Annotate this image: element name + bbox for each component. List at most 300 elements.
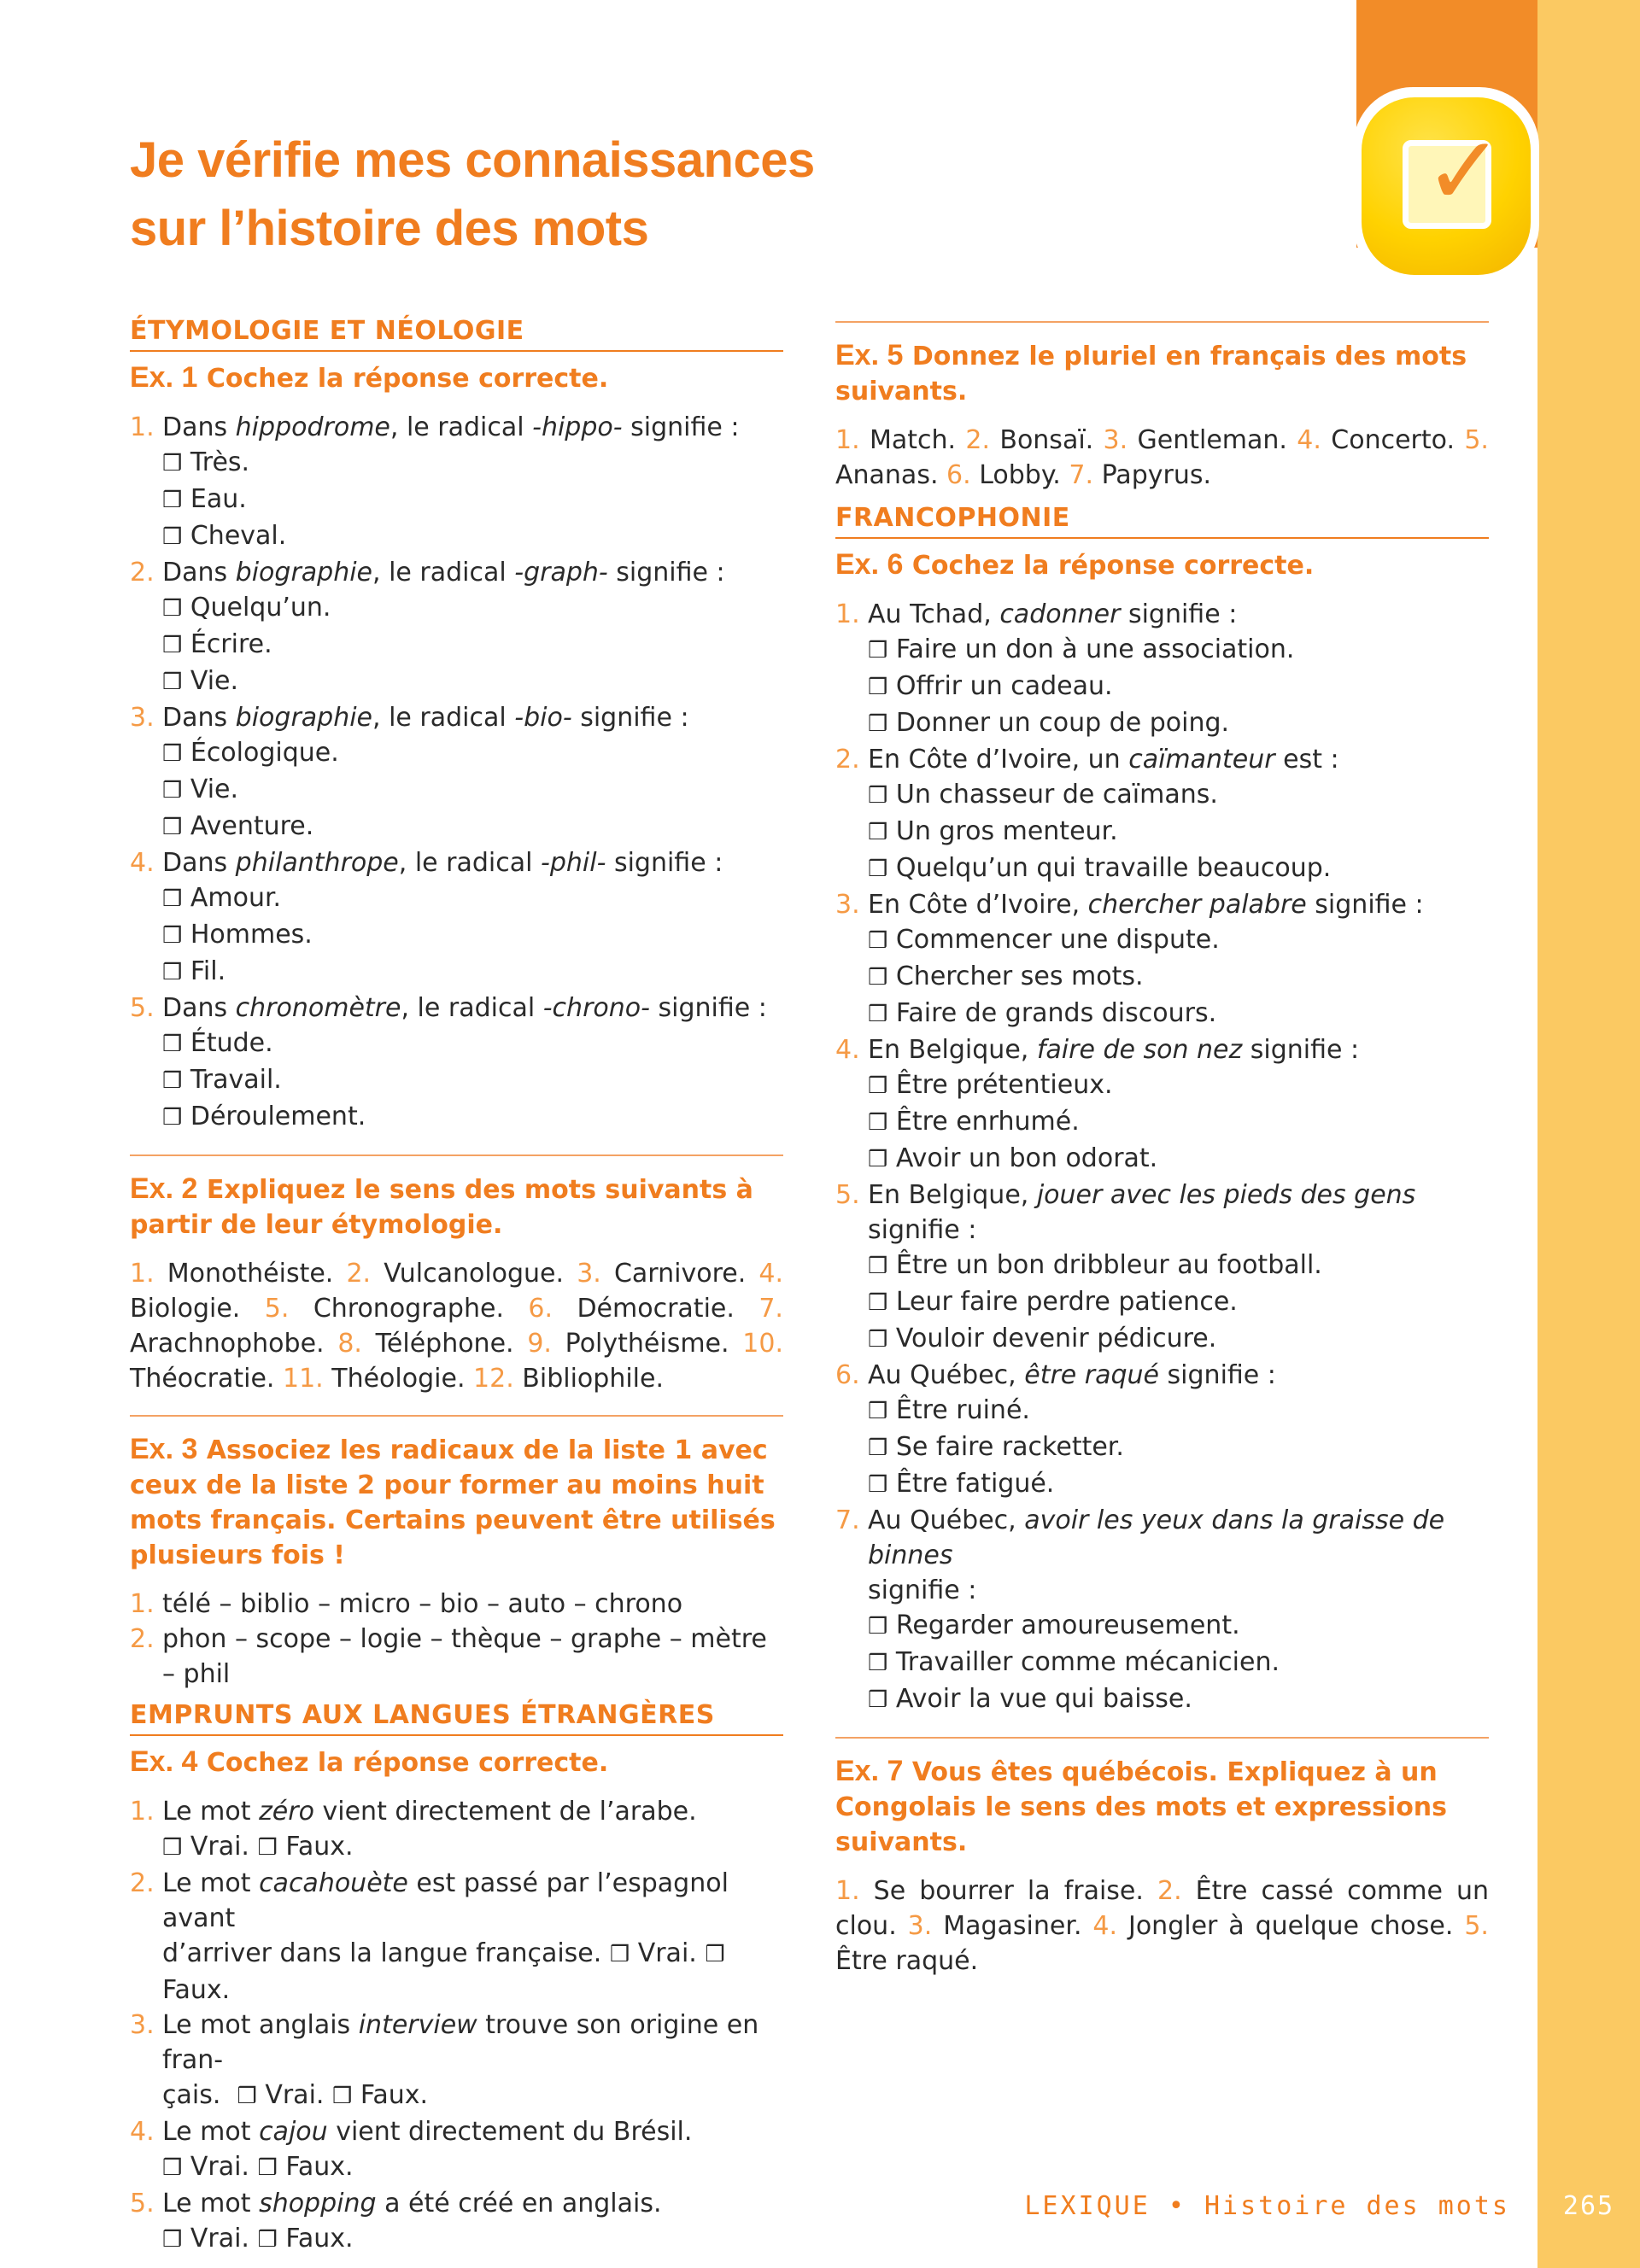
checkbox-icon[interactable]: ❒ [868,1327,888,1353]
question-continuation [130,1936,783,2008]
checkbox-icon[interactable]: ❒ [162,1105,183,1131]
checkbox-icon[interactable]: ❒ [162,1032,183,1057]
answer-option [835,777,1489,814]
option-label: Hommes. [190,920,313,950]
question-text: Au Québec, [868,1360,1025,1390]
answer-option [130,482,783,518]
item-number: 5. [264,1294,290,1324]
item-text: Vulcanologue. [384,1259,565,1289]
checkbox-icon[interactable]: ❒ [162,596,183,622]
checkbox-icon[interactable]: ❒ [868,1073,888,1099]
option-label: Être ruiné. [895,1395,1030,1425]
question-continuation: signifie : [868,1575,977,1605]
question-text: signifie : [1242,1035,1360,1065]
checkbox-faux[interactable]: ❒ [332,2084,353,2109]
question-text: signifie : [606,848,723,878]
question-item [130,991,783,1026]
true-false-options [130,1829,783,1866]
item-text: Téléphone. [375,1329,514,1359]
checkbox-icon[interactable]: ❒ [868,711,888,737]
option-label: Commencer une dispute. [895,925,1220,955]
item-text: télé – biblio – micro – bio – auto – chrono [162,1589,683,1619]
option-label: Vouloir devenir pédicure. [895,1324,1217,1353]
question-text: Le mot [162,1868,260,1898]
answer-option [835,1393,1489,1429]
left-column [130,314,783,2258]
question-root: -graph- [514,558,608,587]
item-text: Bonsaï. [999,425,1094,455]
item-number: 3. [835,890,860,920]
item-text: Chronographe. [313,1294,504,1324]
answer-option [130,772,783,809]
item-text: Jongler à quelque chose. [1128,1911,1454,1941]
answer-option [835,1681,1489,1718]
exercise-1-heading [130,360,783,396]
exercise-number: Ex. 7 [835,1755,904,1787]
item-number: 2. [835,745,860,775]
option-label: Déroulement. [190,1102,366,1131]
question-text [868,1032,1359,1067]
answer-option [835,632,1489,669]
checkbox-vrai[interactable]: ❒ [237,2084,257,2109]
question-text: , le radical [398,848,542,878]
option-label: Être fatigué. [895,1469,1055,1499]
exercise-number: Ex. 2 [130,1172,198,1205]
answer-option [130,445,783,482]
item-text: Magasiner. [943,1911,1082,1941]
option-label: Aventure. [190,811,314,841]
checkbox-icon[interactable]: ❒ [868,820,888,845]
question-item [130,1794,783,1829]
true-false-options [130,2221,783,2258]
question-text: Le mot [162,2117,260,2147]
page-number: 265 [1562,2191,1615,2221]
exercise-7-items [835,1873,1489,1979]
exercise-number: Ex. 6 [835,548,904,581]
item-number: 5. [1464,1911,1489,1941]
question-phrase: chercher palabre [1087,890,1307,920]
question-phrase: être raqué [1024,1360,1160,1390]
question-text: , le radical [372,703,515,733]
item-text: Être cassé comme un clou. [835,1876,1489,1941]
item-text: Monothéiste. [167,1259,334,1289]
checkbox-icon[interactable]: ❒ [868,1254,888,1279]
checkbox-icon[interactable]: ❒ [162,488,183,513]
option-label: Eau. [190,484,247,514]
option-label: Regarder amoureusement. [895,1610,1240,1640]
exercise-instruction: Cochez la réponse correcte. [206,364,609,394]
answer-option [835,996,1489,1032]
item-number: 1. [130,1797,155,1827]
question-text: Dans [162,558,236,587]
item-number: 1. [835,1876,860,1906]
question-item [130,1866,783,1936]
item-text: Démocratie. [577,1294,735,1324]
question-phrase: faire de son nez [1036,1035,1243,1065]
title-line-1: Je vérifie mes connaissances [130,132,815,188]
option-label: Un chasseur de caïmans. [895,780,1218,810]
question-item [130,845,783,880]
question-word: biographie [235,703,373,733]
option-faux: Faux. [285,1832,354,1862]
question-word: cajou [259,2117,328,2147]
answer-option [835,1104,1489,1141]
item-number: 1. [130,1259,155,1289]
item-number: 1. [130,412,155,442]
checkbox-icon[interactable]: ❒ [868,928,888,954]
checkbox-vrai[interactable]: ❒ [162,2155,183,2181]
option-vrai: Vrai. [637,1938,697,1968]
checkbox-icon[interactable]: ❒ [162,633,183,658]
option-label: Se faire racketter. [895,1432,1124,1462]
item-text: Bibliophile. [522,1364,664,1394]
question-text: signifie : [607,558,725,587]
option-label: Offrir un cadeau. [895,671,1113,701]
item-text: Ananas. [835,460,939,490]
option-label: Donner un coup de poing. [895,708,1230,738]
option-label: Fil. [190,956,226,986]
checkbox-icon[interactable]: ❒ [868,675,888,700]
checkbox-icon[interactable]: ❒ [868,1435,888,1461]
exercise-instruction: Vous êtes québécois. Expliquez à un Congolais le sens des mots et expressions suivants. [835,1757,1448,1857]
answer-option [835,922,1489,959]
question-text: est passé par l’espagnol avant [162,1868,729,1933]
option-label: Étude. [190,1028,273,1058]
checkbox-icon[interactable]: ❒ [868,1110,888,1136]
answer-option [130,954,783,991]
option-label: Écologique. [190,738,339,768]
option-vrai: Vrai. [190,2224,249,2253]
question-root: -hippo- [532,412,623,442]
question-word: chronomètre [235,993,401,1023]
right-column [835,321,1489,1979]
answer-option [130,917,783,954]
item-number: 2. [965,425,991,455]
option-label: Leur faire perdre patience. [895,1287,1238,1317]
question-item [130,2186,783,2221]
exercise-number: Ex. 4 [130,1745,198,1778]
item-number: 7. [1069,460,1094,490]
exercise-5-words [835,423,1489,493]
question-text: signifie : [868,1215,977,1245]
question-text: trouve son origine en fran- [162,2010,759,2075]
question-word: cacahouète [259,1868,408,1898]
option-label: Amour. [190,883,282,913]
option-label: Très. [190,447,250,477]
question-text: Au Tchad, [868,599,1000,629]
answer-option [130,590,783,627]
question-text: , le radical [401,993,543,1023]
item-number: 1. [835,599,860,629]
question-text: En Belgique, [868,1035,1037,1065]
question-text [868,742,1339,777]
question-text: Dans [162,993,236,1023]
checkbox-icon[interactable]: ❒ [162,451,183,476]
answer-option [130,880,783,917]
question-text: signifie : [1306,890,1424,920]
option-label: Quelqu’un qui travaille beaucoup. [895,853,1332,883]
item-number: 7. [835,1505,860,1535]
answer-option [130,1062,783,1099]
item-number: 3. [577,1259,601,1289]
item-number: 4. [1092,1911,1118,1941]
answer-option [835,1429,1489,1466]
question-text [162,700,689,735]
exercise-6-list [835,597,1489,1718]
item-number: 6. [946,460,971,490]
item-number: 12. [473,1364,514,1394]
question-word: philanthrope [235,848,399,878]
option-faux: Faux. [285,2152,354,2182]
checkmark-badge [1362,97,1531,275]
item-number: 1. [835,425,860,455]
section-heading-etymologie: ÉTYMOLOGIE ET NÉOLOGIE [130,314,783,352]
title-line-2: sur l’histoire des mots [130,201,649,256]
item-number: 2. [346,1259,372,1289]
checkbox-vrai[interactable]: ❒ [162,1835,183,1861]
question-word: hippodrome [235,412,390,442]
question-phrase: caïmanteur [1128,745,1275,775]
item-number: 5. [1464,425,1489,455]
question-text: Au Québec, [868,1505,1025,1535]
question-item [130,700,783,735]
option-label: Faire de grands discours. [895,998,1217,1028]
item-text: Gentleman. [1137,425,1287,455]
checkbox-icon[interactable]: ❒ [868,1147,888,1172]
exercise-4-heading [130,1745,783,1780]
side-strip [1538,0,1640,2268]
exercise-1-list [130,410,783,1136]
item-number: 6. [835,1360,860,1390]
option-faux: Faux. [285,2224,354,2253]
option-label: Quelqu’un. [190,593,331,623]
question-word: zéro [259,1797,314,1827]
checkbox-faux[interactable]: ❒ [257,2155,278,2181]
question-text: signifie : [622,412,740,442]
question-item [835,1032,1489,1067]
question-item [130,555,783,590]
true-false-options [130,2149,783,2186]
checkbox-icon[interactable]: ❒ [868,1002,888,1027]
checkbox-icon[interactable]: ❒ [868,1687,888,1713]
item-number: 4. [1297,425,1321,455]
answer-option [835,1284,1489,1321]
exercise-instruction: Associez les radicaux de la liste 1 avec ceux de la liste 2 pour former au moins huit mots français. Certains peuvent être utilisés plusieurs fois ! [130,1435,776,1570]
answer-option [835,1466,1489,1503]
item-text: Lobby. [979,460,1061,490]
running-footer: LEXIQUE • Histoire des mots [1024,2191,1510,2221]
option-label: Vie. [190,775,239,804]
checkbox-icon [1403,116,1504,229]
option-faux: Faux. [162,1975,231,2005]
item-number: 2. [130,1624,155,1654]
item-number: 10. [742,1329,784,1359]
checkbox-icon[interactable]: ❒ [868,856,888,882]
answer-option [130,663,783,700]
item-text: Théocratie. [130,1364,275,1394]
question-text: Dans [162,703,236,733]
exercise-instruction: Donnez le pluriel en français des mots suivants. [835,342,1467,406]
question-text: Le mot [162,2189,260,2218]
exercise-2-heading [130,1172,783,1242]
question-text: vient directement de l’arabe. [313,1797,697,1827]
question-text: En Côte d’Ivoire, un [868,745,1129,775]
option-label: Travail. [190,1065,282,1095]
item-number: 2. [130,1868,155,1898]
item-number: 3. [130,2010,155,2040]
question-item [130,2008,783,2078]
exercise-instruction: Cochez la réponse correcte. [206,1748,609,1778]
checkbox-icon[interactable]: ❒ [868,1399,888,1424]
checkbox-icon[interactable]: ❒ [868,1651,888,1676]
question-text: Dans [162,848,236,878]
checkbox-icon[interactable]: ❒ [162,923,183,949]
item-number: 5. [835,1180,860,1210]
question-text [868,1503,1489,1573]
exercise-instruction: Expliquez le sens des mots suivants à partir de leur étymologie. [130,1175,753,1240]
question-item [835,1358,1489,1393]
checkbox-icon[interactable]: ❒ [868,965,888,991]
checkbox-vrai[interactable]: ❒ [162,2227,183,2253]
exercise-5-heading [835,338,1489,409]
item-text: Arachnophobe. [130,1329,325,1359]
question-root: -bio- [514,703,572,733]
exercise-number: Ex. 5 [835,339,904,371]
checkbox-icon[interactable]: ❒ [162,778,183,804]
answer-option [130,1099,783,1136]
option-label: Avoir la vue qui baisse. [895,1684,1192,1714]
checkbox-icon[interactable]: ❒ [162,524,183,550]
question-item [835,887,1489,922]
question-text [868,887,1424,922]
item-text: Biologie. [130,1294,241,1324]
item-text: Polythéisme. [565,1329,729,1359]
question-continuation [130,2078,783,2114]
checkbox-faux[interactable]: ❒ [257,2227,278,2253]
item-number: 4. [130,848,155,878]
list-item [130,1587,783,1622]
checkbox-icon[interactable]: ❒ [162,960,183,985]
question-text [868,1358,1276,1393]
checkbox-icon[interactable]: ❒ [868,783,888,809]
question-text [162,410,739,445]
question-item [130,410,783,445]
item-number: 6. [528,1294,554,1324]
checkmark-icon: ✓ [1424,116,1504,227]
question-text [162,845,723,880]
option-label: Faire un don à une association. [895,634,1295,664]
option-label: Écrire. [190,629,272,659]
item-number: 11. [283,1364,324,1394]
page-title [130,126,1069,263]
separator [835,321,1489,323]
option-label: Être un bon dribbleur au football. [895,1250,1322,1280]
question-text: d’arriver dans la langue française. [162,1938,602,1968]
checkbox-icon[interactable]: ❒ [868,638,888,663]
exercise-4-list [130,1794,783,2258]
checkbox-icon[interactable]: ❒ [162,741,183,767]
item-number: 1. [130,1589,155,1619]
answer-option [130,735,783,772]
option-label: Chercher ses mots. [895,962,1144,991]
checkbox-icon[interactable]: ❒ [162,669,183,695]
question-root: -phil- [541,848,606,878]
item-number: 8. [337,1329,362,1359]
item-text: Théologie. [331,1364,466,1394]
question-item [835,742,1489,777]
checkbox-icon[interactable]: ❒ [162,815,183,840]
option-vrai: Vrai. [190,2152,249,2182]
item-number: 7. [758,1294,783,1324]
checkbox-faux[interactable]: ❒ [257,1835,278,1861]
checkbox-icon[interactable]: ❒ [868,1290,888,1316]
option-label: Cheval. [190,521,287,551]
item-number: 3. [907,1911,933,1941]
answer-option [835,814,1489,850]
item-number: 9. [527,1329,552,1359]
checkbox-icon[interactable]: ❒ [868,1614,888,1640]
answer-option [835,669,1489,705]
question-text: vient directement du Brésil. [327,2117,693,2147]
item-number: 3. [130,703,155,733]
option-label: Avoir un bon odorat. [895,1143,1158,1173]
exercise-number: Ex. 3 [130,1433,198,1465]
answer-option [835,1248,1489,1284]
checkbox-icon[interactable]: ❒ [162,886,183,912]
answer-option [130,809,783,845]
checkbox-icon[interactable]: ❒ [162,1068,183,1094]
question-text: est : [1274,745,1339,775]
separator [130,1154,783,1156]
answer-option [130,1026,783,1062]
item-number: 5. [130,993,155,1023]
item-text: Être raqué. [835,1946,979,1976]
question-phrase: jouer avec les pieds des gens [1036,1180,1416,1210]
question-text: , le radical [390,412,533,442]
separator [130,1415,783,1417]
item-text: Match. [869,425,957,455]
item-text: Carnivore. [613,1259,747,1289]
option-label: Être prétentieux. [895,1070,1113,1100]
question-text: Le mot [162,1797,260,1827]
question-phrase: avoir les yeux dans la graisse de binnes [868,1505,1445,1570]
checkbox-icon[interactable]: ❒ [868,1472,888,1498]
separator [835,1737,1489,1739]
option-vrai: Vrai. [190,1832,249,1862]
question-text: , le radical [372,558,515,587]
option-label: Être enrhumé. [895,1107,1080,1137]
question-root: -chrono- [542,993,650,1023]
option-label: Un gros menteur. [895,816,1118,846]
question-text: En Côte d’Ivoire, [868,890,1088,920]
answer-option [835,1067,1489,1104]
item-text: Concerto. [1331,425,1455,455]
list-item [130,1622,783,1692]
checkbox-vrai[interactable]: ❒ [609,1942,630,1967]
exercise-number: Ex. 1 [130,361,198,394]
item-text: Se bourrer la fraise. [873,1876,1144,1906]
item-number: 4. [758,1259,783,1289]
question-text [868,1178,1489,1248]
item-number: 4. [130,2117,155,2147]
section-heading-emprunts: EMPRUNTS AUX LANGUES ÉTRANGÈRES [130,1698,783,1736]
question-word: biographie [235,558,373,587]
question-text: signifie : [571,703,689,733]
answer-option [835,1321,1489,1358]
exercise-6-heading [835,547,1489,583]
exercise-3-lists [130,1587,783,1692]
checkbox-faux[interactable]: ❒ [705,1942,725,1967]
